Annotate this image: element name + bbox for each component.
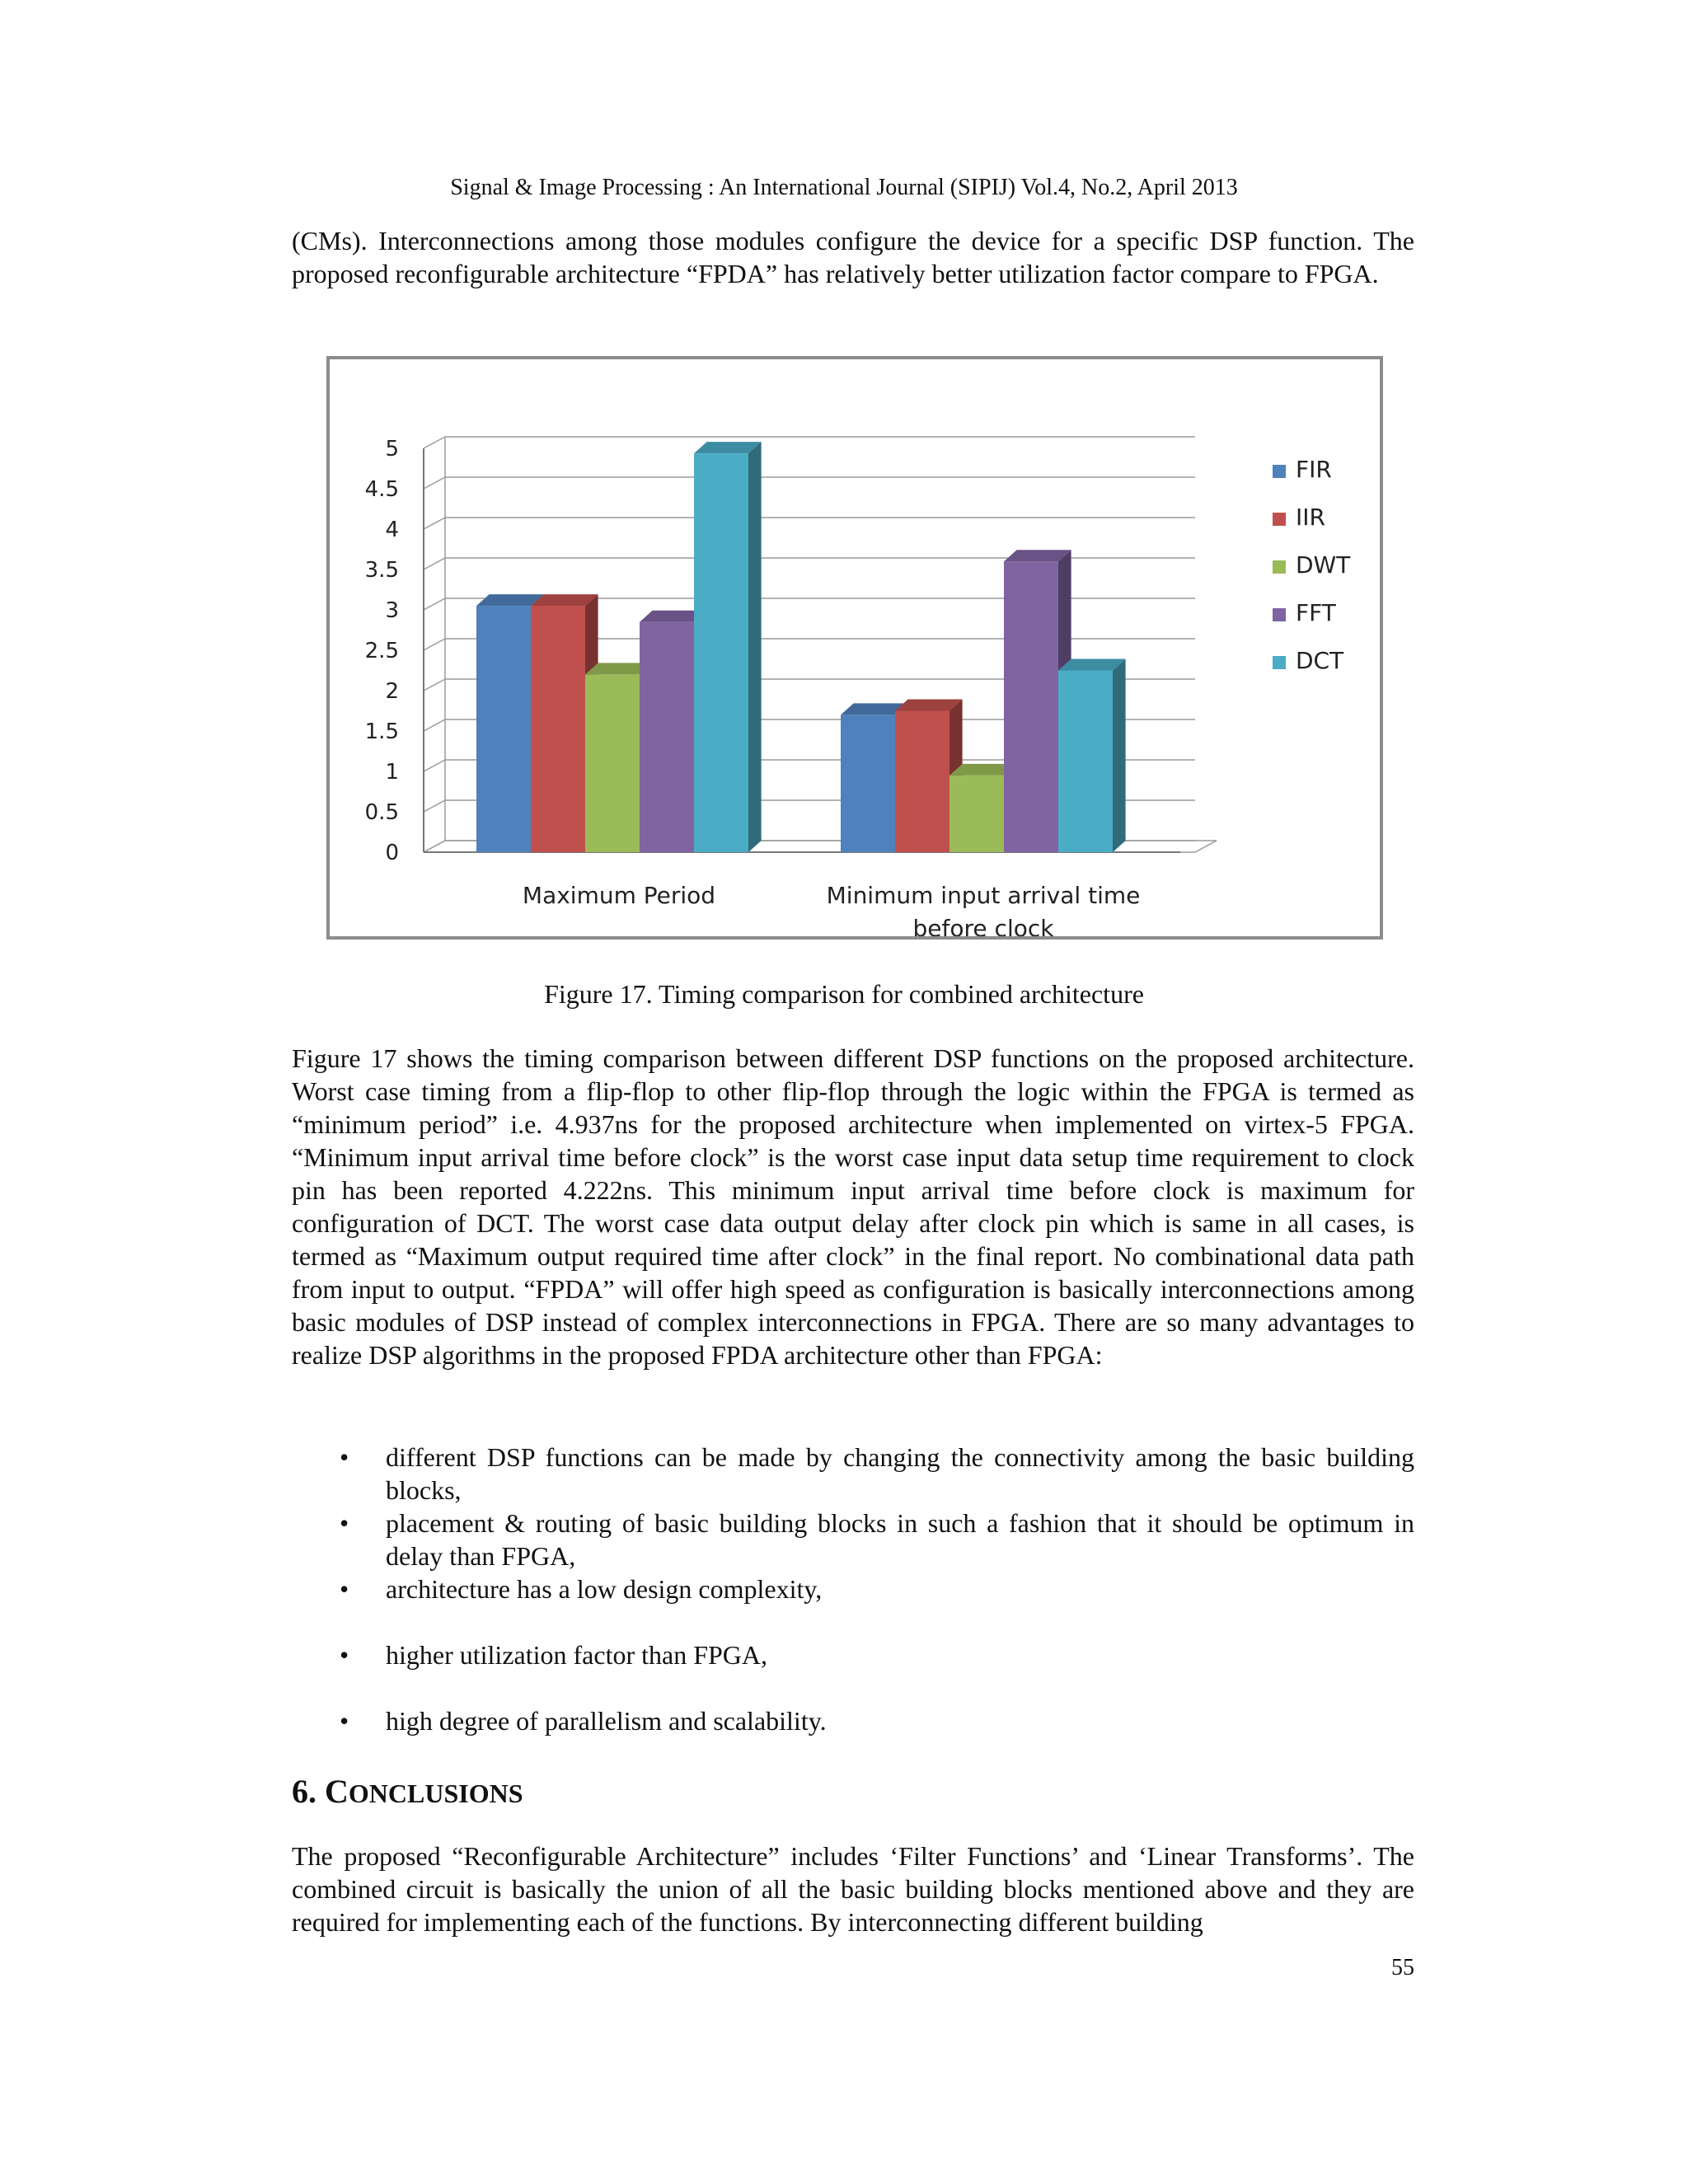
y-tick-label: 1 <box>385 760 399 785</box>
y-tick-label: 5 <box>385 437 399 462</box>
bar-iir <box>531 606 585 852</box>
gridline-diagonal <box>424 477 445 489</box>
bar-fir <box>841 715 895 852</box>
legend-swatch-fft <box>1273 608 1286 621</box>
gridline-diagonal <box>424 558 445 569</box>
list-item-text: high degree of parallelism and scalability. <box>386 1706 827 1736</box>
bar-dwt <box>585 674 640 852</box>
legend-swatch-dct <box>1273 656 1286 669</box>
list-item <box>292 1441 1414 1507</box>
section-number: 6. <box>292 1773 316 1810</box>
gridline-diagonal <box>424 437 445 448</box>
list-item <box>292 1638 1414 1671</box>
timing-bar-chart <box>330 359 1380 936</box>
y-tick-label: 4.5 <box>364 477 399 502</box>
bar-dwt <box>950 776 1004 852</box>
legend-label: DCT <box>1296 647 1344 674</box>
legend-label: FIR <box>1296 456 1332 483</box>
y-tick-label: 4 <box>385 518 399 542</box>
y-tick-label: 1.5 <box>364 719 399 744</box>
bullet-icon: • <box>340 1508 349 1538</box>
gridline-diagonal <box>424 518 445 529</box>
gridline-diagonal <box>424 719 445 731</box>
body-paragraph: Figure 17 shows the timing comparison between different DSP functions on the proposed architecture. Worst case timing from a flip-flop to other flip-flop through the logic within the FPGA is termed as “minimum period” i.e. 4.937ns for the proposed architecture when implemented on virtex-5 FPGA. “Minimum input arrival time before clock” is the worst case input data setup time requirement to clock pin has been reported 4.222ns. This minimum input arrival time before clock is maximum for configuration of DCT. The worst case data output delay after clock pin which is same in all cases, is termed as “Maximum output required time after clock” in the final report. No combinational data path from input to output. “FPDA” will offer high speed as configuration is basically interconnections among basic modules of DSP instead of complex interconnections in FPGA. There are so many advantages to realize DSP algorithms in the proposed FPDA architecture other than FPGA: <box>292 1043 1414 1370</box>
list-item-text: higher utilization factor than FPGA, <box>386 1640 768 1670</box>
y-tick-label: 0 <box>385 841 399 865</box>
bar-dct <box>1058 671 1113 853</box>
bar-fft <box>1004 561 1058 852</box>
x-category-label: Maximum Period <box>522 882 716 909</box>
section-heading <box>292 1772 523 1811</box>
legend-swatch-iir <box>1273 513 1286 526</box>
bar-fir <box>476 606 531 852</box>
legend-label: DWT <box>1296 551 1351 579</box>
conclusion-paragraph: The proposed “Reconfigurable Architecture” includes ‘Filter Functions’ and ‘Linear Transforms’. The combined circuit is basically the union of all the basic building blocks mentioned above and they are required for implementing each of the functions. By interconnecting different building <box>292 1841 1414 1937</box>
list-item-text: different DSP functions can be made by changing the connectivity among the basic building blocks, <box>386 1442 1414 1505</box>
legend-label: IIR <box>1296 504 1325 531</box>
legend-swatch-dwt <box>1273 560 1286 574</box>
gridline-diagonal <box>424 679 445 691</box>
y-tick-label: 3.5 <box>364 558 399 583</box>
gridline-diagonal <box>424 760 445 771</box>
list-item-text: architecture has a low design complexity, <box>386 1574 823 1604</box>
gridline-diagonal <box>424 800 445 812</box>
x-category-label: Minimum input arrival time <box>826 882 1141 909</box>
bar-side-dct <box>748 442 762 852</box>
legend-label: FFT <box>1296 599 1336 626</box>
bullet-icon: • <box>340 1574 349 1604</box>
bar-dct <box>694 453 748 852</box>
bar-side-dct <box>1113 659 1126 853</box>
y-tick-label: 2 <box>385 679 399 704</box>
advantages-list <box>292 1441 1414 1737</box>
section-title-first: C <box>325 1773 349 1810</box>
y-tick-label: 3 <box>385 598 399 623</box>
list-item-text: placement & routing of basic building blocks in such a fashion that it should be optimum in delay than FPGA, <box>386 1508 1414 1571</box>
gridline-diagonal <box>424 639 445 650</box>
section-title-rest: ONCLUSIONS <box>348 1779 523 1808</box>
list-item <box>292 1704 1414 1737</box>
x-category-label: before clock <box>912 915 1054 936</box>
list-item <box>292 1507 1414 1572</box>
y-tick-label: 0.5 <box>364 800 399 825</box>
bullet-icon: • <box>340 1442 349 1472</box>
list-item <box>292 1572 1414 1605</box>
page-number: 55 <box>1391 1955 1414 1980</box>
y-tick-label: 2.5 <box>364 639 399 663</box>
bullet-icon: • <box>340 1640 349 1670</box>
bullet-icon: • <box>340 1706 349 1736</box>
figure-caption: Figure 17. Timing comparison for combined architecture <box>544 979 1144 1009</box>
bar-fft <box>640 622 694 852</box>
bar-iir <box>895 711 950 853</box>
intro-paragraph: (CMs). Interconnections among those modules configure the device for a specific DSP function. The proposed reconfigurable architecture “FPDA” has relatively better utilization factor compare to FPGA. <box>292 226 1414 288</box>
figure-17-chart <box>326 356 1383 940</box>
journal-header: Signal & Image Processing : An International Journal (SIPIJ) Vol.4, No.2, April 2013 <box>450 175 1238 200</box>
gridline-diagonal <box>424 598 445 610</box>
legend-swatch-fir <box>1273 465 1286 478</box>
